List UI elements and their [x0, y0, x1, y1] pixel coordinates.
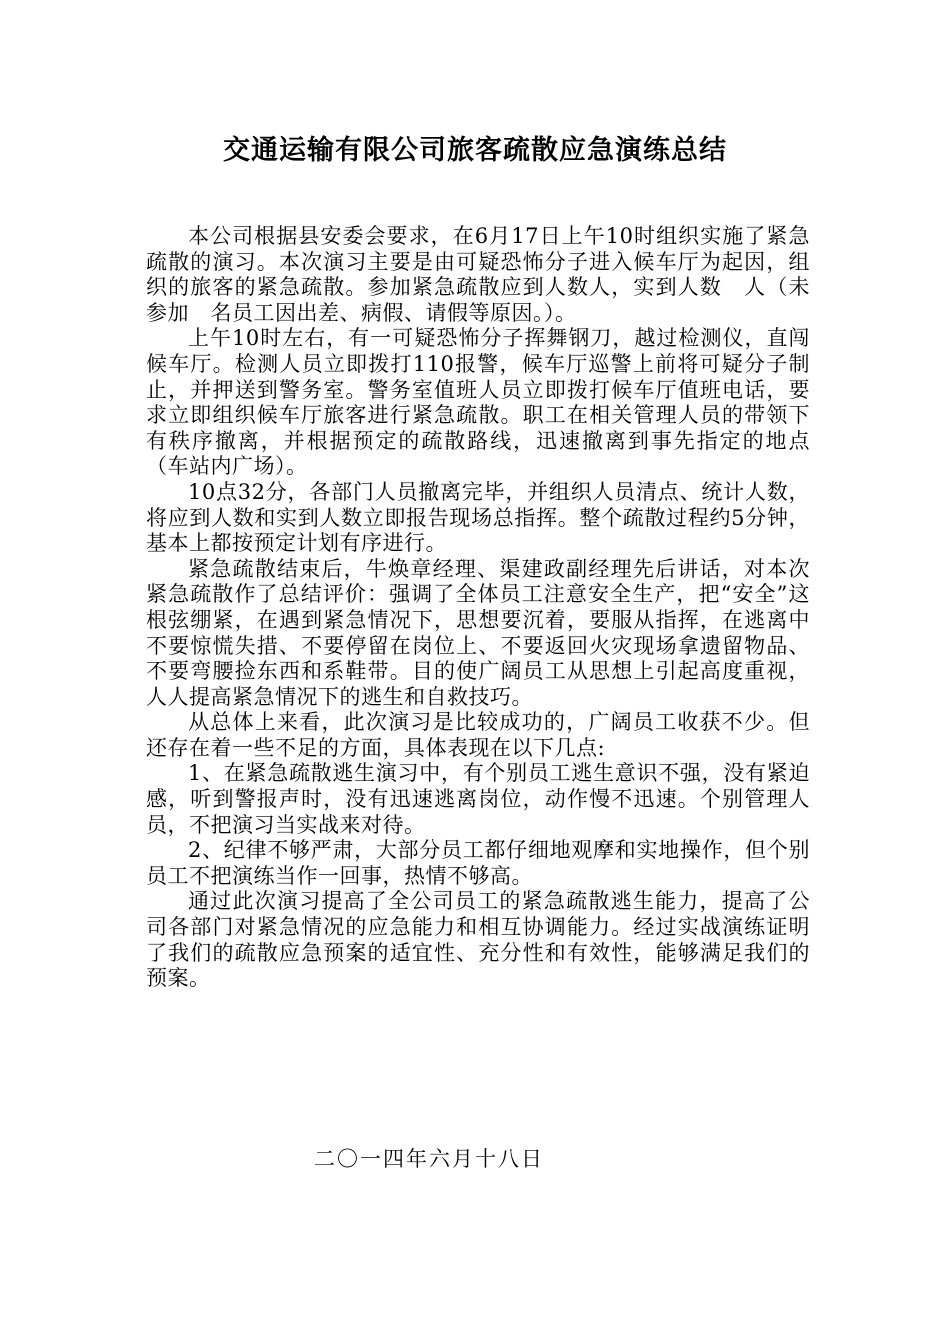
document-body: [146, 224, 810, 992]
paragraph-incident: 上午10时左右，有一可疑恐怖分子挥舞钢刀，越过检测仪，直闯候车厅。检测人员立即拨打110报警，候车厅巡警上前将可疑分子制止，并押送到警务室。警务室值班人员立即拨打候车厅值班电话，要求立即组织候车厅旅客进行紧急疏散。职工在相关管理人员的带领下有秩序撤离，并根据预定的疏散路线，迅速撤离到事先指定的地点（车站内广场）。: [146, 326, 810, 479]
paragraph-conclusion: 通过此次演习提高了全公司员工的紧急疏散逃生能力，提高了公司各部门对紧急情况的应急能力和相互协调能力。经过实战演练证明了我们的疏散应急预案的适宜性、充分性和有效性，能够满足我们的预案。: [146, 889, 810, 991]
paragraph-overall-assessment: 从总体上来看，此次演习是比较成功的，广阔员工收获不少。但还存在着一些不足的方面，具体表现在以下几点:: [146, 710, 810, 760]
paragraph-summary-speech: 紧急疏散结束后，牛焕章经理、渠建政副经理先后讲话，对本次紧急疏散作了总结评价：强调了全体员工注意安全生产，把“安全”这根弦绷紧，在遇到紧急情况下，思想要沉着，要服从指挥，在逃离中不要惊慌失措、不要停留在岗位上、不要返回火灾现场拿遗留物品、不要弯腰捡东西和系鞋带。目的使广阔员工从思想上引起高度重视，人人提高紧急情况下的逃生和自救技巧。: [146, 556, 810, 709]
paragraph-evacuation-complete: 10点32分，各部门人员撤离完毕，并组织人员清点、统计人数，将应到人数和实到人数立即报告现场总指挥。整个疏散过程约5分钟，基本上都按预定计划有序进行。: [146, 479, 810, 556]
paragraph-shortcoming-2: 2、纪律不够严肃，大部分员工都仔细地观摩和实地操作，但个别员工不把演练当作一回事，热情不够高。: [146, 838, 810, 888]
document-date: 二〇一四年六月十八日: [314, 1147, 544, 1171]
document-title: 交通运输有限公司旅客疏散应急演练总结: [223, 135, 727, 166]
paragraph-shortcoming-1: 1、在紧急疏散逃生演习中，有个别员工逃生意识不强，没有紧迫感，听到警报声时，没有迅速逃离岗位，动作慢不迅速。个别管理人员，不把演习当实战来对待。: [146, 761, 810, 837]
paragraph-intro: 本公司根据县安委会要求，在6月17日上午10时组织实施了紧急疏散的演习。本次演习主要是由可疑恐怖分子进入候车厅为起因，组织的旅客的紧急疏散。参加紧急疏散应到人数人，实到人数 人（未参加 名员工因出差、病假、请假等原因。）。: [146, 224, 810, 325]
